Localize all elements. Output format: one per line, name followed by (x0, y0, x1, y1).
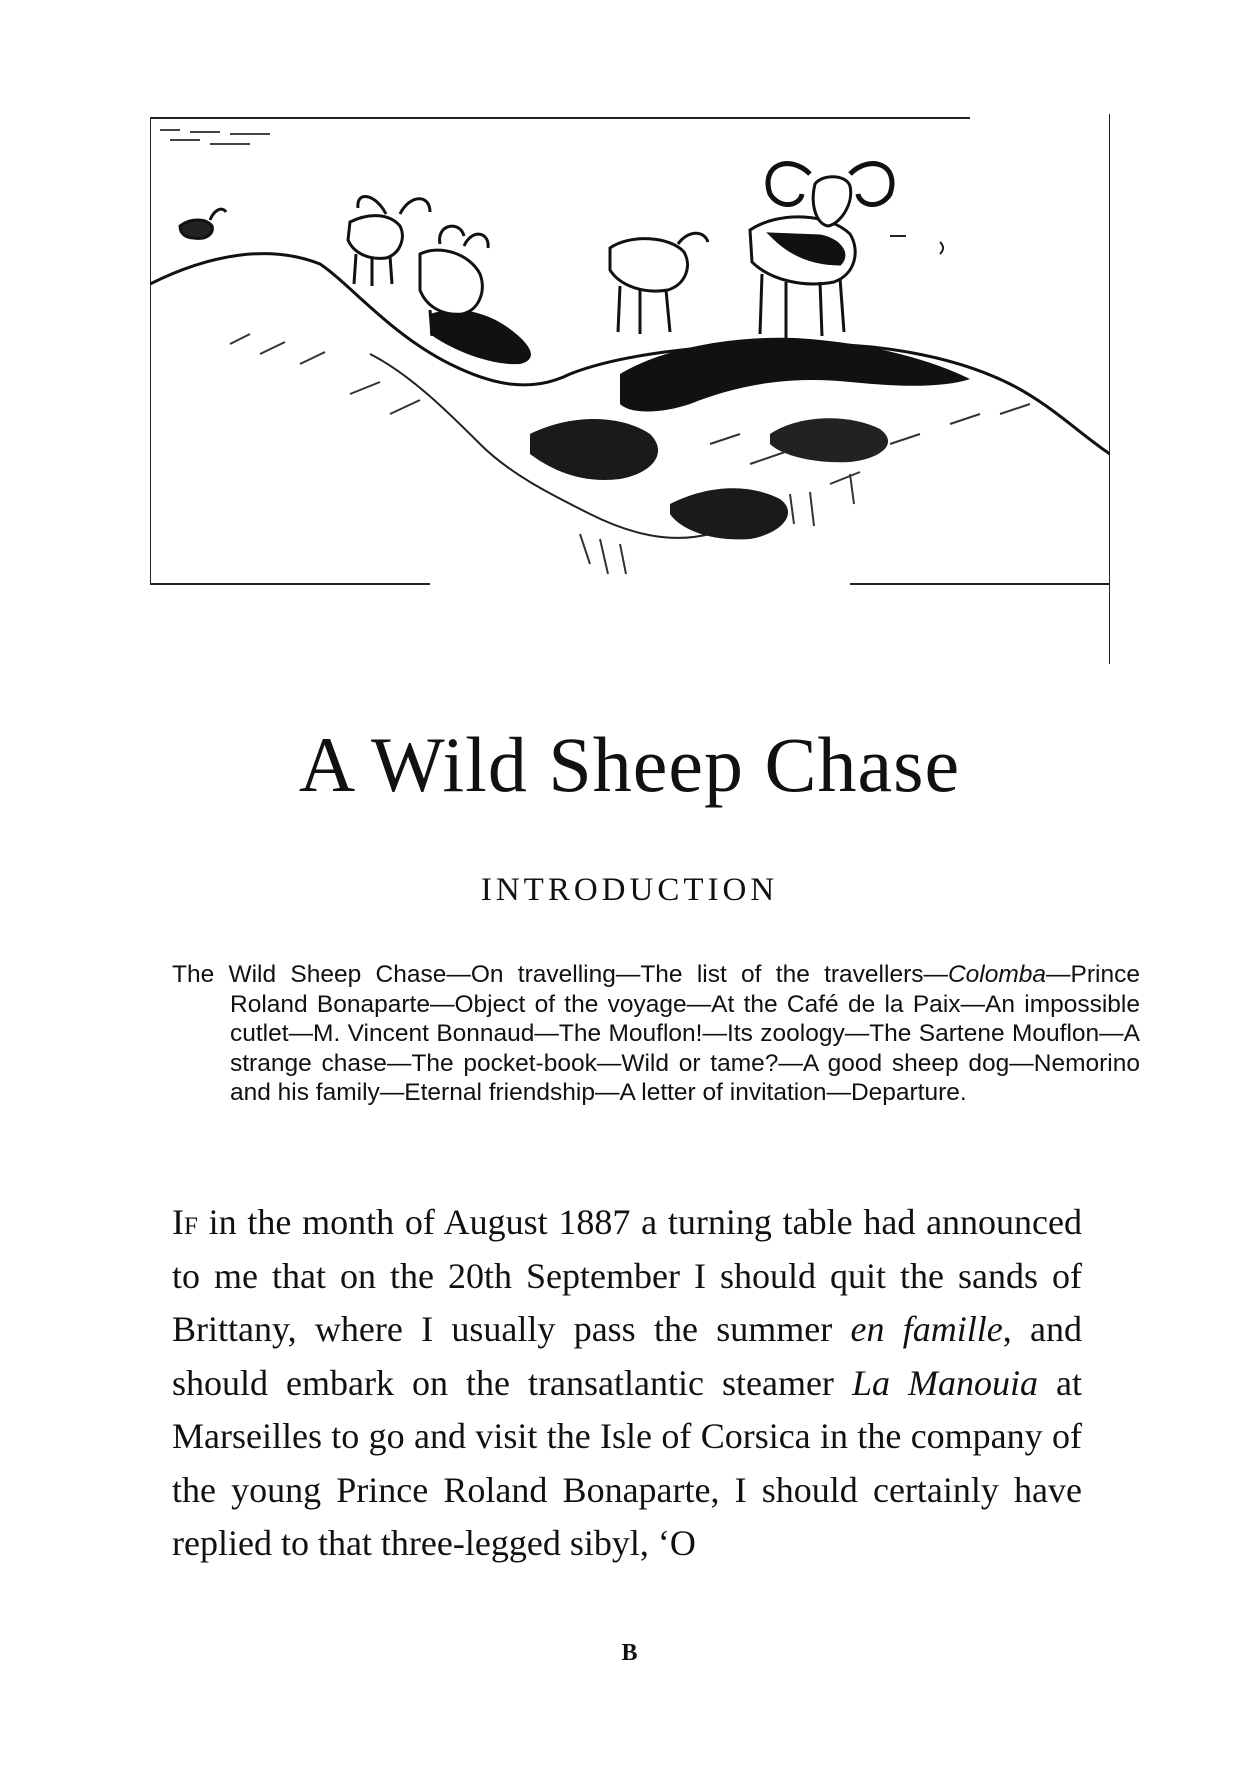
body-text-1: in the month of August 1887 a turning table had announced to me that on the 20th September I should quit the sands of Brittany, where I usually pass the summer (172, 1202, 1082, 1349)
mouflon-sheep-illustration (150, 114, 1110, 666)
body-text-3: at Marseilles to go and visit the Isle of Corsica in the company of the young Prince Roland Bonaparte, I should certainly have replied to that three-legged sibyl, ‘O (172, 1362, 1083, 1563)
page-folio: B (621, 1640, 638, 1666)
body-dropcap: I (172, 1202, 184, 1242)
body-italic-en-famille: en famille (850, 1309, 1003, 1349)
body-italic-ship-name: La Manouia (851, 1362, 1038, 1403)
chapter-summary (172, 960, 1140, 1108)
body-text-2: , and should embark on the transatlantic steamer (172, 1309, 1083, 1403)
body-smallcaps: f (184, 1202, 198, 1242)
summary-italic-colomba: Colomba (947, 961, 1047, 988)
summary-text-2: —Prince Roland Bonaparte—Object of the voyage—At the Café de la Paix—An impossible cutlet—M. Vincent Bonnaud—The Mouflon!—Its zoology—The Sartene Mouflon—A strange chase—The pocket-book—Wild or tame?—A good sheep dog—Nemorino and his family—Eternal friendship—A letter of invitation—Departure. (230, 961, 1140, 1106)
summary-text-1: The Wild Sheep Chase—On travelling—The list of the travellers— (172, 961, 948, 988)
section-heading: INTRODUCTION (480, 872, 779, 908)
page-title: A Wild Sheep Chase (298, 721, 961, 808)
body-paragraph (172, 1196, 1082, 1571)
